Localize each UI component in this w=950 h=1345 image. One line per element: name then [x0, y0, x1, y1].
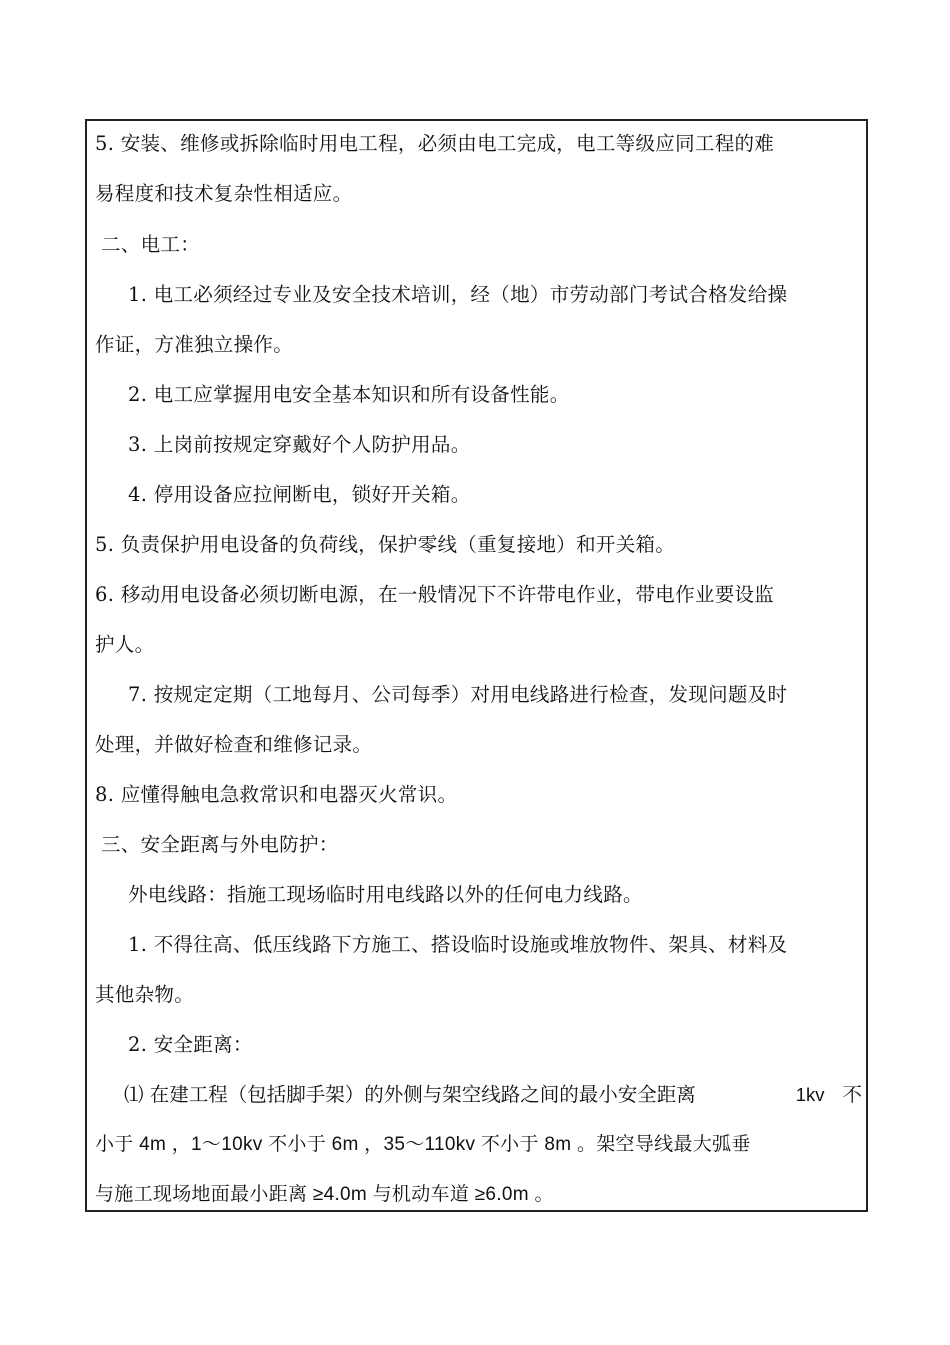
text-line: 易程度和技术复杂性相适应。	[95, 182, 353, 205]
text-line: 6. 移动用电设备必须切断电源，在一般情况下不许带电作业，带电作业要设监	[95, 583, 775, 606]
section-heading: 二、电工：	[101, 233, 201, 256]
distance-line-2: 小于 4m ，1～10kv 不小于 6m ，35～110kv 不小于 8m 。架空导线最大弧垂	[95, 1134, 751, 1155]
distance-voltage: 1kv	[795, 1084, 825, 1105]
text-line: 3. 上岗前按规定穿戴好个人防护用品。	[128, 433, 471, 456]
text-line: 其他杂物。	[95, 983, 195, 1006]
text-line: 1. 电工必须经过专业及安全技术培训，经（地）市劳动部门考试合格发给操	[128, 283, 788, 306]
text-line: 8. 应懂得触电急救常识和电器灭火常识。	[95, 783, 458, 806]
section-heading: 三、安全距离与外电防护：	[101, 833, 339, 856]
text-line: 5. 负责保护用电设备的负荷线，保护零线（重复接地）和开关箱。	[95, 533, 676, 556]
text-line: 2. 安全距离：	[128, 1033, 253, 1056]
text-line: 2. 电工应掌握用电安全基本知识和所有设备性能。	[128, 383, 570, 406]
text-line: 护人。	[95, 633, 155, 656]
distance-line-3: 与施工现场地面最小距离 ≥4.0m 与机动车道 ≥6.0m 。	[95, 1184, 554, 1205]
text-line: 作证，方准独立操作。	[95, 333, 294, 356]
text-line: 5. 安装、维修或拆除临时用电工程，必须由电工完成，电工等级应同工程的难	[95, 132, 775, 155]
text-line: 1. 不得往高、低压线路下方施工、搭设临时设施或堆放物件、架具、材料及	[128, 933, 788, 956]
distance-line-1	[124, 1083, 862, 1107]
text-line: 外电线路：指施工现场临时用电线路以外的任何电力线路。	[128, 883, 643, 906]
text-line: 处理，并做好检查和维修记录。	[95, 733, 373, 756]
text-line: 7. 按规定定期（工地每月、公司每季）对用电线路进行检查，发现问题及时	[128, 683, 788, 706]
distance-line-1-end: 不	[842, 1083, 862, 1106]
distance-line-1-text: ⑴ 在建工程（包括脚手架）的外侧与架空线路之间的最小安全距离	[124, 1083, 696, 1106]
text-line: 4. 停用设备应拉闸断电，锁好开关箱。	[128, 483, 471, 506]
